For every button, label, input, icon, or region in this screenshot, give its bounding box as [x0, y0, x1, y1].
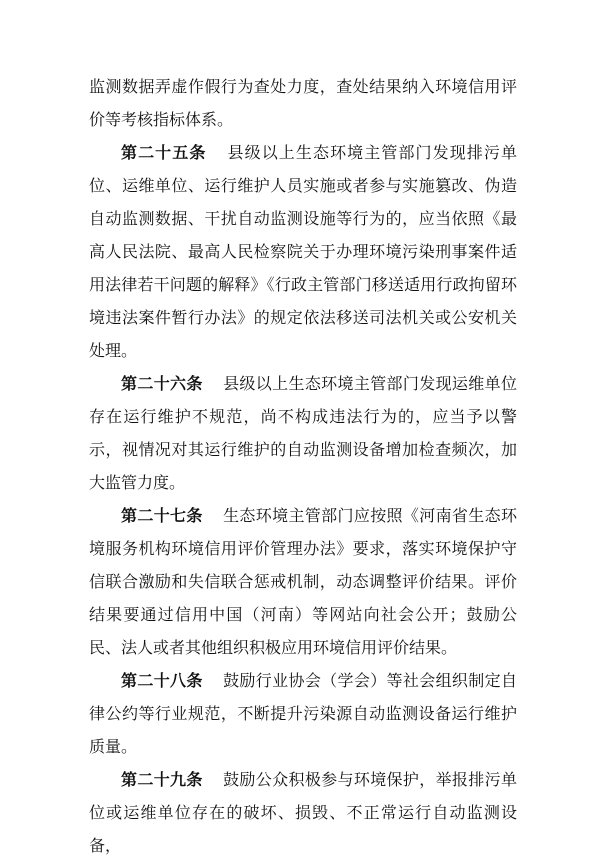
article-text: 生态环境主管部门应按照《河南省生态环境服务机构环境信用评价管理办法》要求，落实环境保护守信联合激励和失信联合惩戒机制，动态调整评价结果。评价结果要通过信用中国（河南）等网站向社会公开；鼓励公民、法人或者其他组织积极应用环境信用评价结果。 [89, 506, 517, 657]
article-title: 第二十六条 [121, 374, 203, 393]
article-text: 鼓励行业协会（学会）等社会组织制定自律公约等行业规范，不断提升污染源自动监测设备运行维护质量。 [89, 671, 517, 756]
article-29 [89, 763, 517, 862]
article-title: 第二十八条 [121, 671, 203, 690]
article-title: 第二十五条 [121, 143, 207, 162]
article-25 [89, 136, 517, 367]
document-body [89, 70, 517, 862]
paragraph-continuation [89, 70, 517, 136]
article-title: 第二十九条 [121, 770, 203, 789]
article-27 [89, 499, 517, 664]
article-text: 鼓励公众积极参与环境保护，举报排污单位或运维单位存在的破坏、损毁、不正常运行自动监测设备， [89, 770, 517, 855]
paragraph-text: 监测数据弄虚作假行为查处力度，查处结果纳入环境信用评价等考核指标体系。 [89, 77, 517, 129]
article-text: 县级以上生态环境主管部门发现排污单位、运维单位、运行维护人员实施或者参与实施篡改、伪造自动监测数据、干扰自动监测设施等行为的，应当依照《最高人民法院、最高人民检察院关于办理环境污染刑事案件适用法律若干问题的解释》《行政主管部门移送适用行政拘留环境违法案件暂行办法》的规定依法移送司法机关或公安机关处理。 [89, 143, 517, 360]
article-28 [89, 664, 517, 763]
article-title: 第二十七条 [121, 506, 203, 525]
article-text: 县级以上生态环境主管部门发现运维单位存在运行维护不规范，尚不构成违法行为的，应当予以警示，视情况对其运行维护的自动监测设备增加检查频次，加大监管力度。 [89, 374, 517, 492]
article-26 [89, 367, 517, 499]
